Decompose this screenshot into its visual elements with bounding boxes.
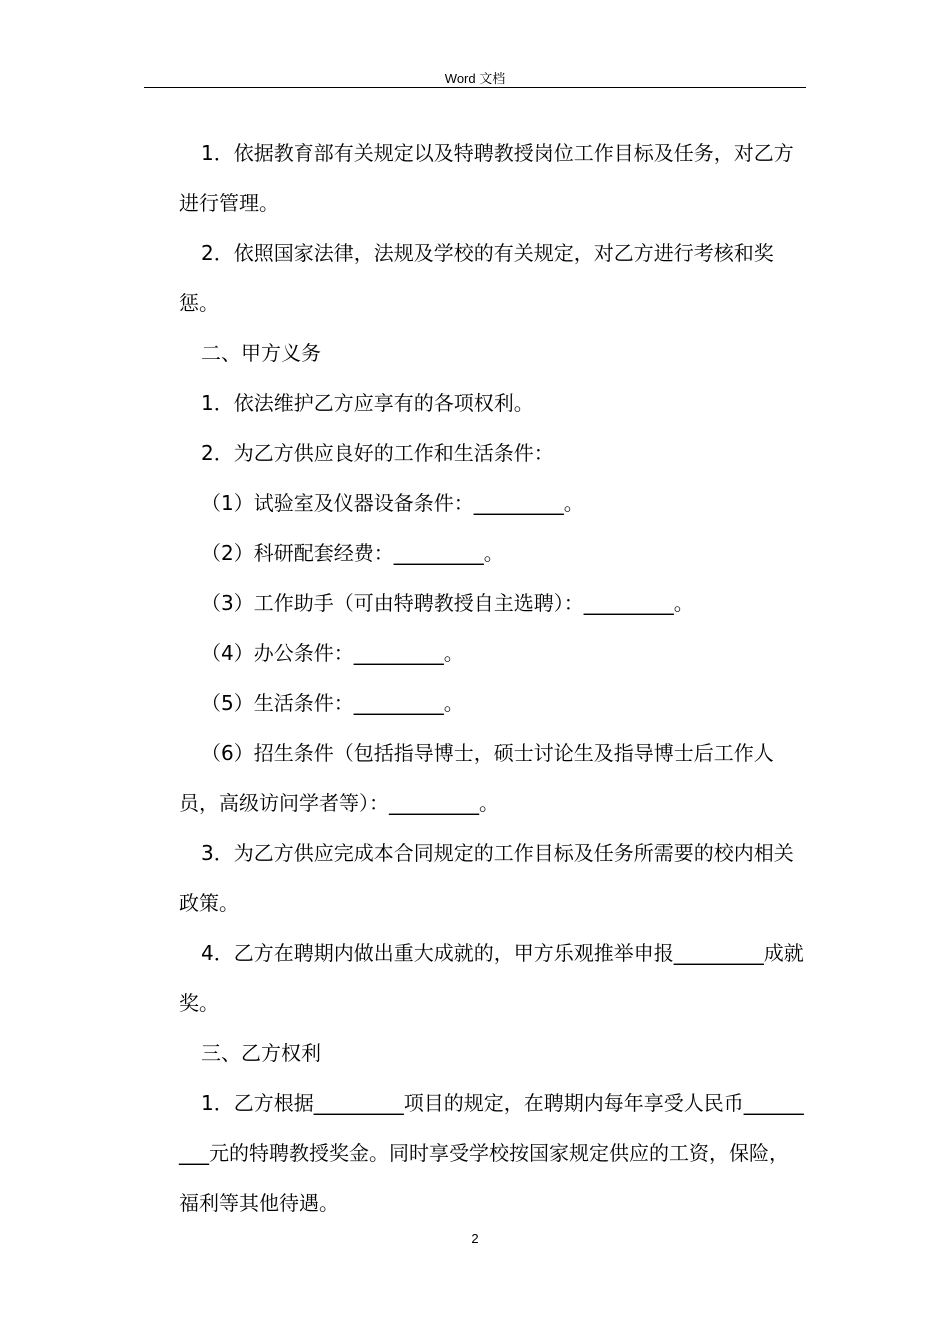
condition-item-3: （3）工作助手（可由特聘教授自主选聘）：_________。 xyxy=(201,591,694,615)
page-header-title: Word 文档 xyxy=(444,71,506,86)
condition-item-1: （1）试验室及仪器设备条件：_________。 xyxy=(201,491,584,515)
document-body xyxy=(179,128,805,1228)
condition-item-2: （2）科研配套经费：_________。 xyxy=(201,541,504,565)
paragraph-7: 1．乙方根据_________项目的规定，在聘期内每年享受人民币_________元的特聘教授奖金。同时享受学校按国家规定供应的工资，保险，福利等其他待遇。 xyxy=(179,1091,804,1215)
paragraph-3: 1．依法维护乙方应享有的各项权利。 xyxy=(201,391,534,415)
condition-item-5: （5）生活条件：_________。 xyxy=(201,691,464,715)
paragraph-6: 4．乙方在聘期内做出重大成就的，甲方乐观推举申报_________成就奖。 xyxy=(179,941,804,1015)
header-divider xyxy=(144,87,806,88)
condition-item-6: （6）招生条件（包括指导博士，硕士讨论生及指导博士后工作人员，高级访问学者等）：_________。 xyxy=(179,741,774,815)
condition-item-4: （4）办公条件：_________。 xyxy=(201,641,464,665)
paragraph-4: 2．为乙方供应良好的工作和生活条件： xyxy=(201,441,554,465)
paragraph-2: 2．依照国家法律，法规及学校的有关规定，对乙方进行考核和奖惩。 xyxy=(179,241,774,315)
section-heading-party-b-rights: 三、乙方权利 xyxy=(201,1041,321,1065)
paragraph-1: 1．依据教育部有关规定以及特聘教授岗位工作目标及任务，对乙方进行管理。 xyxy=(179,141,794,215)
page-number: 2 xyxy=(471,1231,479,1246)
section-heading-party-a-obligations: 二、甲方义务 xyxy=(201,341,321,365)
paragraph-5: 3．为乙方供应完成本合同规定的工作目标及任务所需要的校内相关政策。 xyxy=(179,841,794,915)
